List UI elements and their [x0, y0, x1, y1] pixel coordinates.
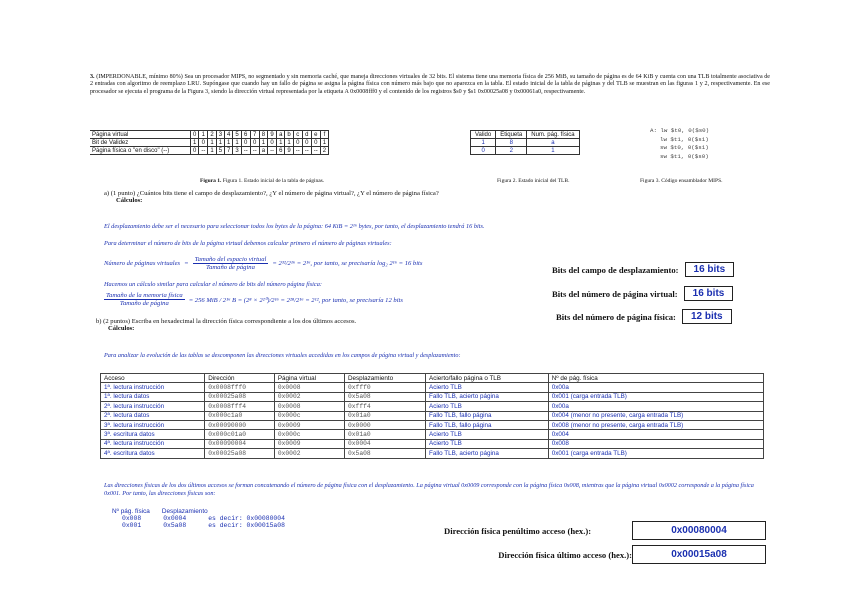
table-cell: 1ª. lectura instrucción [101, 383, 205, 392]
page-table-cell: 0 [268, 139, 277, 147]
answer-last-address: Dirección física último acceso (hex.): 0x00015a08 [444, 545, 766, 564]
phys-header-frame: Nº pág. física [112, 508, 150, 515]
table-cell: 0x00090004 [205, 439, 275, 448]
table-cell: 0x001 (carga entrada TLB) [548, 392, 763, 401]
page-table-cell: -- [302, 147, 311, 155]
page-table-cell: 3 [216, 131, 224, 139]
phys-header-offset: Desplazamiento [161, 508, 208, 515]
table-cell: 0x0002 [274, 449, 344, 458]
part-a-line2: Para determinar el número de bits de la página virtual debemos calcular primero el número de páginas virtuales: [104, 240, 392, 247]
table-cell: 0x001 (carga entrada TLB) [548, 449, 763, 458]
page-table-cell: 1 [320, 139, 328, 147]
figure2-caption: Figura 2. Estado inicial del TLB. [497, 178, 570, 184]
page-table-cell: 0 [311, 139, 320, 147]
phys-frame: 0x008 [122, 515, 142, 522]
part-a-line3: Hacemos un cálculo similar para calcular el número de bits del número página física: [104, 281, 322, 288]
table-cell: 0x008 [548, 439, 763, 448]
page-table-cell: 1 [191, 139, 199, 147]
page-table-cell: -- [250, 147, 259, 155]
phys-composition [112, 508, 285, 529]
part-a-text: (1 punto) ¿Cuántos bits tiene el campo de desplazamiento?, ¿Y el número de página virtual?, ¿Y el número de página física? [110, 190, 439, 197]
question-text: Sea un procesador MIPS, no segmentado y sin memoria caché, que maneja direcciones virtuales de 32 bits. El sistema tiene una memoria física de 256 MiB, su tamaño de página es de 64 KiB y cuenta con una TLB totalmente asociativa de 2 entradas con algoritmo de reemplazo LRU. Supóngase que cuando hay un fallo de página se asigna la página física con número más bajo que no aparezca en la tabla. El estado inicial de la tabla de páginas y del TLB se muestran en las figuras 1 y 2, respectivamente. En ese procesador se ejecuta el programa de la Figura 3, siendo la dirección virtual representada por la etiqueta A 0x0008fff0 y el contenido de los registros $s0 y $s1 0x00025a08 y 0x00061a0, respectivamente. [90, 74, 771, 95]
page-table-cell: 0 [302, 139, 311, 147]
answer-penultimate-address: Dirección física penúltimo acceso (hex.): 0x00080004 [444, 521, 766, 540]
table-cell: 0x0008 [274, 402, 344, 411]
table-cell: Acierto TLB [426, 383, 549, 392]
table-cell: 3ª. lectura instrucción [101, 420, 205, 429]
table-cell: 0x00025a08 [205, 392, 275, 401]
tlb-cell: 8 [496, 139, 527, 147]
table-row [101, 449, 764, 458]
part-a-calc-label: Cálculos: [116, 197, 143, 204]
tlb-cell: 1 [471, 139, 496, 147]
part-b: b) (2 puntos) Escriba en hexadecimal la dirección física correspondiente a los dos últimos accesos. Cálculos: [96, 318, 576, 332]
mips-code [650, 127, 709, 161]
access-table [100, 373, 764, 459]
page-table-cell: 6 [277, 147, 285, 155]
page-table-row-label: Bit de Validez [90, 139, 191, 147]
question-statement [90, 74, 770, 96]
table-cell: Fallo TLB, fallo página [426, 420, 549, 429]
part-b-calc-label: Cálculos: [108, 325, 135, 332]
table-cell: 0x0002 [274, 392, 344, 401]
table-cell: 0xfff4 [344, 402, 425, 411]
page-table-cell: 2 [208, 131, 216, 139]
table-cell: 0x0008fff0 [205, 383, 275, 392]
code-line: A: lw $t0, 0($s0) [650, 127, 710, 134]
table-cell: 0x5a08 [344, 449, 425, 458]
table-cell: 0x004 [548, 430, 763, 439]
table-cell: 1ª. lectura datos [101, 392, 205, 401]
question-title: (IMPERDONABLE, mínimo 80%) [96, 74, 183, 80]
part-b-conclusion: Las direcciones físicas de los dos últimos accesos se forman concatenando el número de página física con el desplazamiento. La página virtual 0x0009 corresponde con la página física 0x008, mientras que la página virtual 0x0002 corresponde a la página física 0x001. Por tanto, las direcciones físicas son: [104, 482, 754, 497]
code-line: lw $t1, 0($s1) [660, 135, 709, 143]
figure3-caption: Figura 3. Código ensamblador MIPS. [640, 178, 723, 184]
page-table-cell: 9 [268, 131, 277, 139]
table-cell: 0x000c [274, 430, 344, 439]
page-table-cell: 1 [216, 139, 224, 147]
page-table-cell: 1 [285, 139, 293, 147]
access-table-header: Acceso [101, 374, 205, 383]
page-table-cell: 0 [250, 139, 259, 147]
phys-frame: 0x001 [122, 522, 142, 529]
access-table-header: Dirección [205, 374, 275, 383]
page-table [90, 130, 329, 155]
phys-is: es decir: 0x00080004 [208, 515, 285, 522]
table-cell: 0x0000 [344, 420, 425, 429]
page-table-cell: -- [241, 147, 250, 155]
page-table-cell: 3 [233, 147, 241, 155]
table-cell: 0x0009 [274, 439, 344, 448]
page-table-cell: a [277, 131, 285, 139]
table-cell: 4ª. escritura datos [101, 449, 205, 458]
tlb-header: Etiqueta [496, 131, 527, 139]
page-table-cell: 6 [241, 131, 250, 139]
page-table-row-label: Página virtual [90, 131, 191, 139]
table-cell: 2ª. lectura instrucción [101, 402, 205, 411]
table-cell: 3ª. escritura datos [101, 430, 205, 439]
page-table-row [90, 139, 329, 147]
page-table-cell: 1 [208, 139, 216, 147]
page-table-cell: 1 [199, 131, 208, 139]
table-row [101, 420, 764, 429]
table-cell: 0x000c [274, 411, 344, 420]
tlb-table [470, 130, 580, 155]
part-a [104, 190, 764, 204]
answer-pfn-bits: Bits del número de página física: 12 bits [556, 309, 732, 324]
table-cell: Fallo TLB, acierto página [426, 392, 549, 401]
table-cell: 0x000c01a0 [205, 430, 275, 439]
page-table-cell: 2 [320, 147, 328, 155]
access-table-header: Desplazamiento [344, 374, 425, 383]
page-table-cell: 0 [241, 139, 250, 147]
question-number: 3. [90, 74, 95, 80]
table-cell: Acierto TLB [426, 430, 549, 439]
tlb-cell: 1 [527, 147, 579, 155]
table-cell: 0x0008fff4 [205, 402, 275, 411]
page-table-cell: 1 [277, 139, 285, 147]
access-table-header: Página virtual [274, 374, 344, 383]
page-table-cell: a [259, 147, 267, 155]
page-table-cell: 0 [191, 131, 199, 139]
page-table-cell: 9 [285, 147, 293, 155]
part-b-intro: Para analizar la evolución de las tablas se descomponen las direcciones virtuales accedidas en los campos de página virtual y desplazamiento: [104, 352, 461, 359]
table-cell: 0x5a08 [344, 392, 425, 401]
table-cell: Acierto TLB [426, 439, 549, 448]
table-row [101, 439, 764, 448]
table-row [101, 402, 764, 411]
table-cell: Acierto TLB [426, 402, 549, 411]
page-table-cell: -- [293, 147, 302, 155]
tlb-cell: a [527, 139, 579, 147]
page-table-cell: -- [311, 147, 320, 155]
part-b-text: (2 puntos) Escriba en hexadecimal la dirección física correspondiente a los dos últimos accesos. [103, 318, 357, 325]
page-table-cell: d [302, 131, 311, 139]
phys-offset: 0x5a08 [163, 522, 187, 529]
answer-offset-bits: Bits del campo de desplazamiento: 16 bits [552, 262, 734, 277]
table-cell: Fallo TLB, fallo página [426, 411, 549, 420]
formula-virtual-pages: Número de páginas virtuales = Tamaño del espacio virtual Tamaño de página = 2³²/2¹⁶ = 2¹⁶, por tanto, se precisaría log₂ 2¹⁶ = 16 bits [104, 256, 423, 271]
page-table-cell: e [311, 131, 320, 139]
tlb-header: Num. pág. física [527, 131, 579, 139]
tlb-cell: 0 [471, 147, 496, 155]
page-table-cell: 1 [233, 139, 241, 147]
page-table-cell: -- [268, 147, 277, 155]
table-cell: 0x00a [548, 383, 763, 392]
part-a-label: a) [104, 190, 110, 197]
page-table-cell: 8 [259, 131, 267, 139]
table-cell: 0x004 (menor no presente, carga entrada TLB) [548, 411, 763, 420]
table-cell: Fallo TLB, acierto página [426, 449, 549, 458]
phys-offset: 0x0004 [163, 515, 187, 522]
page-table-cell: 7 [250, 131, 259, 139]
page-table-row [90, 147, 329, 155]
table-cell: 0x0004 [344, 439, 425, 448]
page-table-cell: -- [199, 147, 208, 155]
table-cell: 2ª. lectura datos [101, 411, 205, 420]
table-cell: 0x000c1a0 [205, 411, 275, 420]
page-table-cell: 7 [225, 147, 233, 155]
phys-is: es decir: 0x00015a08 [208, 522, 285, 529]
page-table-cell: f [320, 131, 328, 139]
page-table-cell: b [285, 131, 293, 139]
table-cell: 0x00025a08 [205, 449, 275, 458]
page-table-row-label: Página física o "en disco" (--) [90, 147, 191, 155]
code-line: sw $t0, 0($s1) [660, 144, 709, 152]
page-table-row [90, 131, 329, 139]
page-table-cell: 5 [216, 147, 224, 155]
formula-physical-pages: Tamaño de la memoria física Tamaño de página = 256 MiB / 2¹⁶ B = (2⁸ × 2²⁰)/2¹⁶ = 2²⁸/2¹⁶ = 2¹², por tanto, se precisaría 12 bits [106, 292, 403, 307]
table-cell: 0xfff0 [344, 383, 425, 392]
page-table-cell: 0 [293, 139, 302, 147]
table-cell: 4ª. lectura instrucción [101, 439, 205, 448]
table-row [101, 392, 764, 401]
page-table-cell: c [293, 131, 302, 139]
table-cell: 0x01a0 [344, 430, 425, 439]
table-row [101, 411, 764, 420]
table-cell: 0x008 (menor no presente, carga entrada TLB) [548, 420, 763, 429]
page-table-cell: 4 [225, 131, 233, 139]
table-cell: 0x00090000 [205, 420, 275, 429]
page-table-cell: 1 [259, 139, 267, 147]
access-table-header: Nº de pág. física [548, 374, 763, 383]
figure1-caption: Figura 1. Figura 1. Estado inicial de la tabla de páginas. [200, 178, 325, 184]
table-row [101, 383, 764, 392]
access-table-header: Acierto/fallo página o TLB [426, 374, 549, 383]
part-a-line1: El desplazamiento debe ser el necesario para seleccionar todos los bytes de la página: 64 KiB = 2¹⁶ bytes, por tanto, el desplazamiento tendrá 16 bits. [104, 223, 485, 230]
answer-vpn-bits: Bits del número de página virtual: 16 bits [552, 286, 733, 301]
page-table-cell: 1 [208, 147, 216, 155]
table-cell: 0x00a [548, 402, 763, 411]
tlb-header: Valido [471, 131, 496, 139]
page-table-cell: 5 [233, 131, 241, 139]
table-cell: 0x0009 [274, 420, 344, 429]
table-cell: 0x01a0 [344, 411, 425, 420]
code-line: sw $t1, 0($s0) [660, 152, 709, 160]
table-cell: 0x0008 [274, 383, 344, 392]
table-row [101, 430, 764, 439]
tlb-cell: 2 [496, 147, 527, 155]
page-table-cell: 1 [225, 139, 233, 147]
page-table-cell: 0 [199, 139, 208, 147]
page-table-cell: 0 [191, 147, 199, 155]
